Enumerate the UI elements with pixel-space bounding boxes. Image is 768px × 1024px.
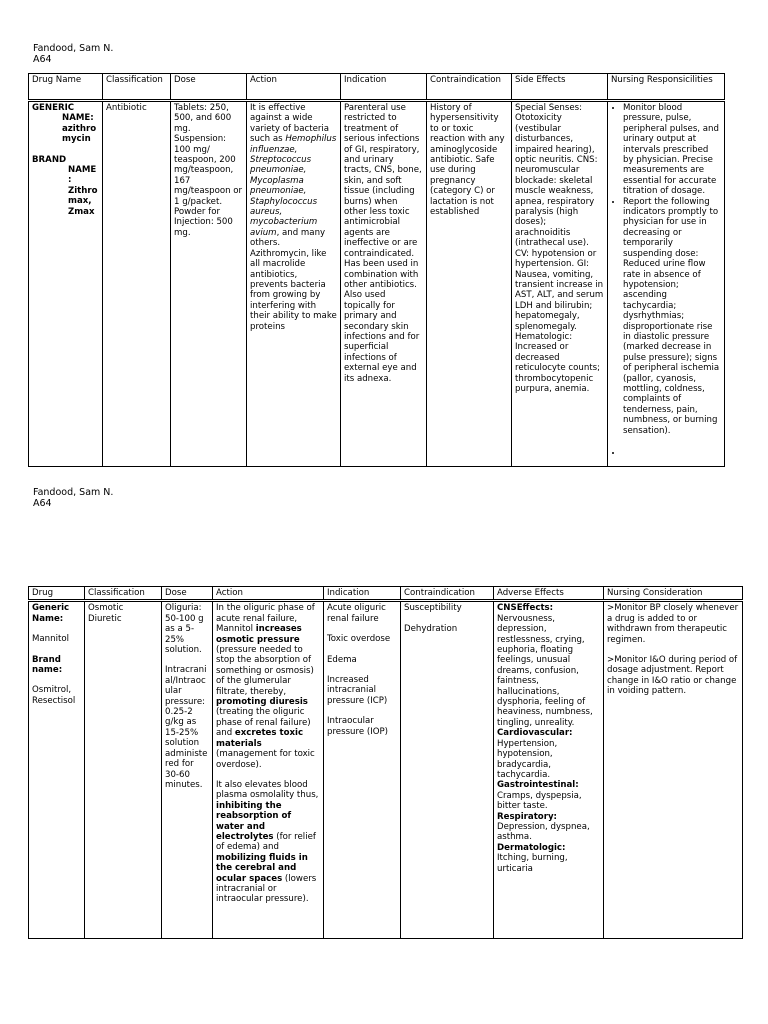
adverse-effects-cell: CNSEffects: Nervousness, depression, restlessness, crying, euphoria, floating feelings, unusual dreams, confusion, faintness, hallucinations, dysphoria, feeling of heaviness, numbness, tingling, unreality. Cardiovascular: Hypertension, hypotension, bradycardia, tachycardia. Gastrointestinal: Cramps, dyspepsia, bitter taste. Respiratory: Depression, dyspnea, asthma. Dermatologic: Itching, burning, urticaria (494, 601, 604, 939)
action-paragraph-1: In the oliguric phase of acute renal failure, Mannitol increases osmotic pressure (pressure needed to stop the absorption of something or osmosis) of the glumerular filtrate, thereby, promoting diuresis (treating the oliguric phase of renal failure) and excretes toxic materials (management for toxic overdose). (216, 603, 315, 770)
table-row (29, 601, 743, 939)
generic-label: GENERIC (32, 103, 75, 113)
page1-header (33, 43, 113, 65)
generic-name-value: azithromycin (62, 123, 97, 145)
action-bacteria: Hemophilus influenzae, Streptococcus pneumoniae, Mycoplasma pneumoniae, Staphylococcus aureus, mycobacterium avium (250, 134, 337, 238)
col-header-action: Action (213, 587, 324, 601)
contraindication-cell (401, 601, 494, 939)
col-header-nursing: Nursing Responsicilities (608, 74, 725, 101)
drug-name-cell (29, 101, 103, 467)
action-paragraph-2: It also elevates blood plasma osmolality thus, inhibiting the reabsorption of water and electrolytes (for relief of edema) and mobilizing fluids in the cerebral and ocular spaces (lowers intracranial or intraocular pressure). (216, 779, 319, 905)
col-header-drug-name: Drug Name (29, 74, 103, 101)
generic-value: Mannitol (32, 634, 69, 645)
nursing-item: • Report the following indicators promptly to physician for use in decreasing or temporarily suspending dose: Reduced urine flow rate in absence of hypotension; ascending tachycardia; dysrhythmias; disproportionate rise in diastolic pressure (marked decrease in pulse pressure); signs of peripheral ischemia (pallor, cyanosis, mottling, coldness, complaints of tenderness, pain, numbness, or burning sensation). (623, 197, 721, 436)
indication-item: Toxic overdose (327, 634, 391, 645)
nursing-item: >Monitor BP closely whenever a drug is added to or withdrawn from therapeutic regimen. (607, 603, 739, 645)
table-header-row (29, 587, 743, 601)
col-header-dose: Dose (162, 587, 213, 601)
drug-cell (29, 601, 85, 939)
col-header-classification: Classification (103, 74, 171, 101)
nursing-consideration-cell (604, 601, 743, 939)
dose-oliguria: Oliguria: 50-100 g as a 5-25% solution. (165, 603, 204, 656)
col-header-classification: Classification (85, 587, 162, 601)
col-header-indication: Indication (341, 74, 427, 101)
brand-name-value: Zithromax, Zmax (68, 185, 98, 217)
nursing-cell (608, 101, 725, 467)
col-header-dose: Dose (171, 74, 247, 101)
col-header-drug: Drug (29, 587, 85, 601)
indication-cell: Parenteral use restricted to treatment of serious infections of GI, respiratory, and urinary tracts, CNS, bone, skin, and soft tissue (including burns) when other less toxic antimicrobial agents are ineffective or are contraindicated. Has been used in combination with other antibiotics. Also used topically for primary and secondary skin infections and for superficial infections of external eye and its adnexa. (341, 101, 427, 467)
drug-table-azithromycin (28, 73, 725, 467)
col-header-contraindication: Contraindication (401, 587, 494, 601)
page2-header (33, 487, 113, 509)
brand-label: Brand name: (32, 654, 63, 676)
nursing-item: • Monitor blood pressure, pulse, peripheral pulses, and urinary output at intervals prescribed by physician. Precise measurements are essential for accurate titration of dosage. (623, 103, 721, 197)
indication-item: Intraocular pressure (IOP) (327, 716, 389, 737)
classification-cell: Antibiotic (103, 101, 171, 467)
table-row (29, 101, 725, 467)
dose-cell (162, 601, 213, 939)
student-code: A64 (33, 54, 52, 65)
student-name: Fandood, Sam N. (33, 487, 114, 498)
brand-value: Osmitrol, Resectisol (32, 685, 76, 706)
col-header-side-effects: Side Effects (512, 74, 608, 101)
dose-cell: Tablets: 250, 500, and 600 mg. Suspension: 100 mg/ teaspoon, 200 mg/teaspoon, 167 mg/teaspoon or 1 g/packet. Powder for Injection: 500 mg. (171, 101, 247, 467)
contraindication-item: Susceptibility (404, 603, 462, 614)
action-outro: , and many others. Azithromycin, like all macrolide antibiotics, prevents bacteria from growing by interfering with their ability to make proteins (250, 227, 337, 332)
action-cell (213, 601, 324, 939)
classification-cell: Osmotic Diuretic (85, 601, 162, 939)
side-effects-cell: Special Senses: Ototoxicity (vestibular disturbances, impaired hearing), optic neuritis. CNS: neuromuscular blockade: skeletal muscle weakness, apnea, respiratory paralysis (high doses); arachnoiditis (intrathecal use). CV: hypotension or hypertension. GI: Nausea, vomiting, transient increase in AST, ALT, and serum LDH and bilirubin; hepatomegaly, splenomegaly. Hematologic: Increased or decreased reticulocyte counts; thrombocytopenic purpura, anemia. (512, 101, 608, 467)
drug-table-mannitol (28, 586, 743, 939)
col-header-adverse-effects: Adverse Effects (494, 587, 604, 601)
col-header-action: Action (247, 74, 341, 101)
dose-pressure: Intracranial/Intraocular pressure: 0.25-2 g/kg as 15-25% solution administered for 30-60 minutes. (165, 665, 208, 790)
student-code: A64 (33, 498, 52, 509)
nursing-item: >Monitor I&O during period of dosage adjustment. Report change in I&O ratio or change in voiding pattern. (607, 655, 738, 697)
indication-item: Acute oliguric renal failure (327, 603, 386, 624)
generic-label: Generic Name: (32, 603, 70, 624)
contraindication-cell: History of hypersensitivity to or toxic reaction with any aminoglycoside antibiotic. Safe use during pregnancy (category C) or lactation is not established (427, 101, 512, 467)
contraindication-item: Dehydration (404, 623, 458, 634)
nursing-item-empty (623, 448, 721, 458)
brand-label: BRAND (32, 154, 67, 165)
brand-name-label: NAME: (68, 165, 97, 186)
col-header-contraindication: Contraindication (427, 74, 512, 101)
indication-item: Increased intracranial pressure (ICP) (327, 675, 388, 706)
table-header-row (29, 74, 725, 101)
generic-name-label: NAME: (62, 113, 94, 124)
action-cell (247, 101, 341, 467)
indication-item: Edema (327, 654, 357, 665)
col-header-nursing-consideration: Nursing Consideration (604, 587, 743, 601)
col-header-indication: Indication (324, 587, 401, 601)
student-name: Fandood, Sam N. (33, 43, 114, 54)
action-intro: It is effective against a wide variety of bacteria such as (250, 103, 330, 145)
indication-cell (324, 601, 401, 939)
